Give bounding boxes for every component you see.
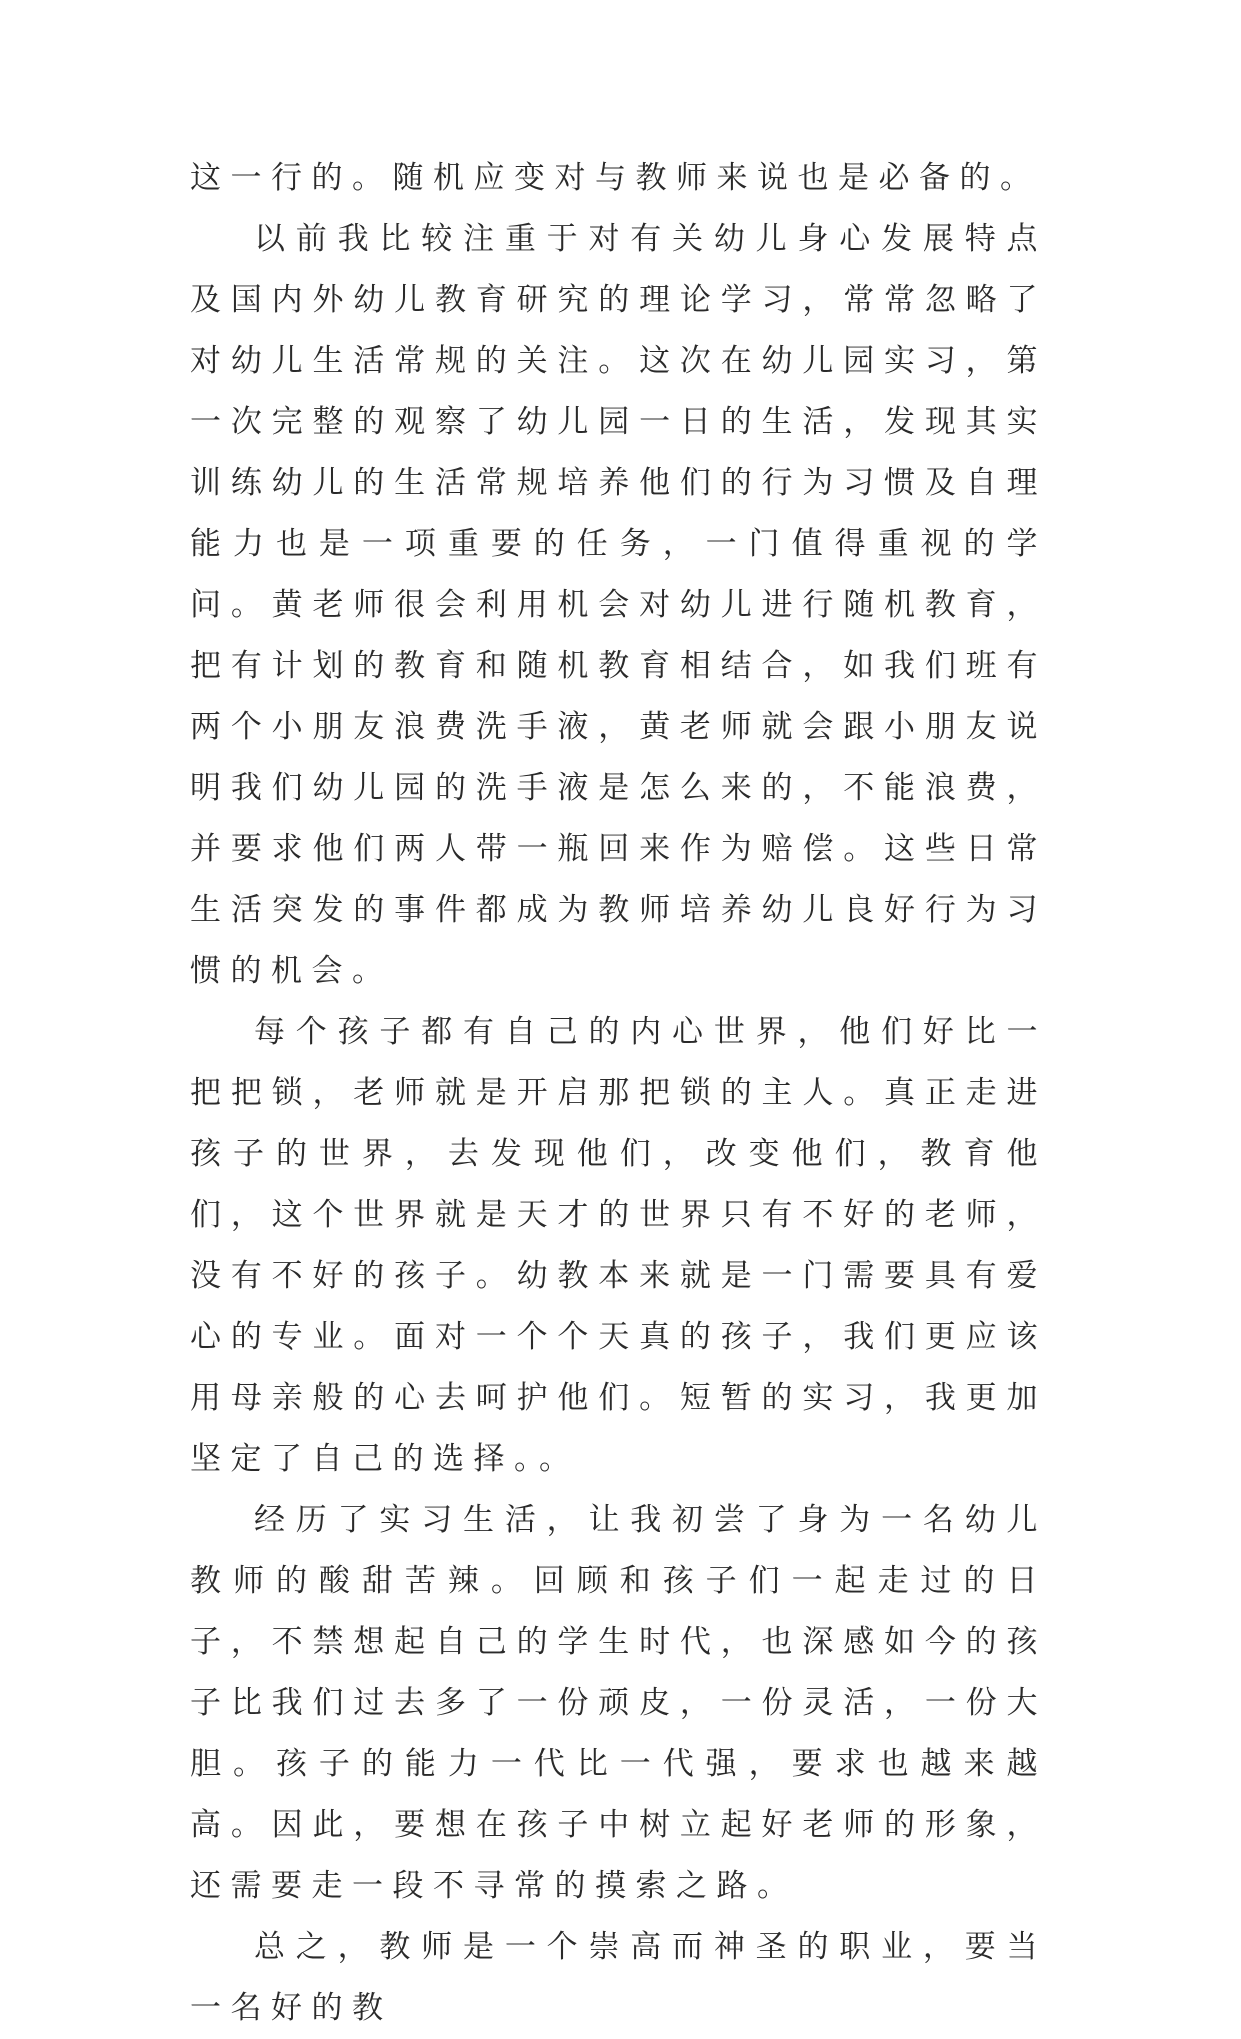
paragraph-routine-habits: 以前我比较注重于对有关幼儿身心发展特点及国内外幼儿教育研究的理论学习，常常忽略了对幼儿生活常规的关注。这次在幼儿园实习，第一次完整的观察了幼儿园一日的生活，发现其实训练幼儿的生活常规培养他们的行为习惯及自理能力也是一项重要的任务，一门值得重视的学问。黄老师很会利用机会对幼儿进行随机教育，把有计划的教育和随机教育相结合，如我们班有两个小朋友浪费洗手液，黄老师就会跟小朋友说明我们幼儿园的洗手液是怎么来的，不能浪费，并要求他们两人带一瓶回来作为赔偿。这些日常生活突发的事件都成为教师培养幼儿良好行为习惯的机会。 xyxy=(190,221,1047,989)
paragraph-continuation: 这一行的。随机应变对与教师来说也是必备的。 xyxy=(190,160,1041,196)
paragraph-child-inner-world: 每个孩子都有自己的内心世界，他们好比一把把锁，老师就是开启那把锁的主人。真正走进孩子的世界，去发现他们，改变他们，教育他们，这个世界就是天才的世界只有不好的老师，没有不好的孩子。幼教本来就是一门需要具有爱心的专业。面对一个个天真的孩子，我们更应该用母亲般的心去呵护他们。短暂的实习，我更加坚定了自己的选择。。 xyxy=(190,1014,1047,1477)
paragraph-conclusion: 总之，教师是一个崇高而神圣的职业，要当一名好的教 xyxy=(190,1929,1047,2026)
paragraph-internship-experience: 经历了实习生活，让我初尝了身为一名幼儿教师的酸甜苦辣。回顾和孩子们一起走过的日子，不禁想起自己的学生时代，也深感如今的孩子比我们过去多了一份顽皮，一份灵活，一份大胆。孩子的能力一代比一代强，要求也越来越高。因此，要想在孩子中树立起好老师的形象，还需要走一段不寻常的摸索之路。 xyxy=(190,1502,1047,1904)
body-text xyxy=(190,148,1047,2039)
